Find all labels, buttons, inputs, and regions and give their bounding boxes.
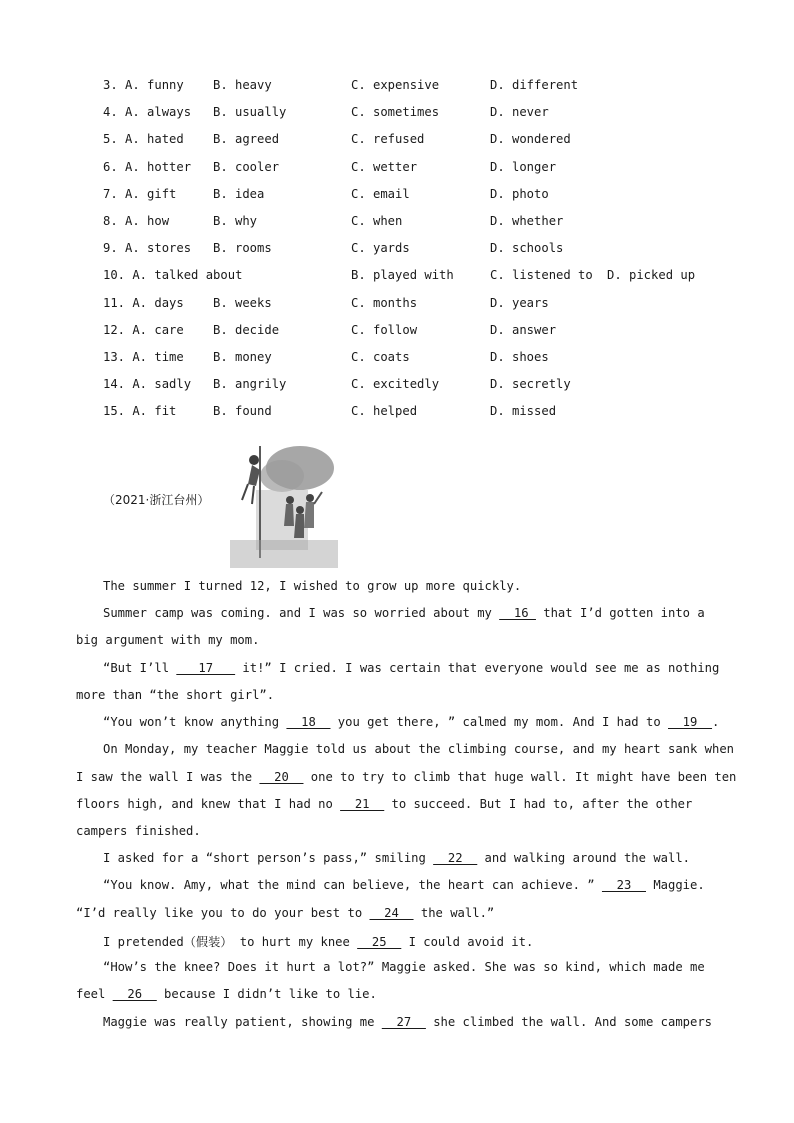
option-a: 7. A. gift: [103, 186, 177, 201]
option-a: 8. A. how: [103, 214, 170, 228]
passage-line-2: Summer camp was coming. and I was so worried about my __16_ that I’d gotten into a: [103, 606, 705, 620]
option-d: D. answer: [490, 322, 557, 337]
blank-24: __24__: [369, 906, 414, 920]
option-row: [0, 268, 794, 286]
passage-line-14: I pretended（假装） to hurt my knee __25__ I could avoid it.: [103, 935, 534, 949]
option-row: [0, 132, 794, 150]
option-c: C. yards: [351, 241, 410, 256]
option-c: C. wetter: [351, 159, 418, 174]
passage-line-6: “You won’t know anything __18__ you get there, ” calmed my mom. And I had to __19__.: [103, 715, 720, 729]
option-b: B. angrily: [213, 377, 287, 392]
option-c: B. played with: [351, 268, 454, 283]
blank-20: __20__: [259, 770, 304, 784]
passage-line-1: The summer I turned 12, I wished to grow up more quickly.: [103, 579, 522, 593]
option-d: D. whether: [490, 214, 564, 228]
blank-19: __19__: [668, 715, 713, 729]
passage-line-7: On Monday, my teacher Maggie told us about the climbing course, and my heart sank when: [103, 742, 735, 756]
option-a: 13. A. time: [103, 350, 184, 364]
option-d: D. wondered: [490, 132, 571, 147]
option-c: C. when: [351, 214, 403, 228]
passage-line-11: I asked for a “short person’s pass,” smiling __22__ and walking around the wall.: [103, 851, 691, 865]
option-b: B. cooler: [213, 159, 280, 174]
option-d: D. years: [490, 295, 549, 310]
option-a: 6. A. hotter: [103, 159, 192, 174]
passage-line-8: I saw the wall I was the __20__ one to try to climb that huge wall. It might have been ten: [76, 770, 737, 784]
option-d: D. missed: [490, 404, 557, 419]
option-a: 14. A. sadly: [103, 377, 192, 392]
option-d: D. shoes: [490, 350, 549, 364]
option-d: D. schools: [490, 241, 564, 256]
option-d: D. secretly: [490, 377, 571, 392]
option-c: C. months: [351, 295, 418, 310]
option-b: B. agreed: [213, 132, 280, 147]
option-row: [0, 187, 794, 205]
option-b: B. money: [213, 350, 272, 364]
passage-line-12: “You know. Amy, what the mind can believe, the heart can achieve. ” __23__ Maggie.: [103, 878, 705, 892]
option-d: D. different: [490, 78, 579, 92]
passage-line-5: more than “the short girl”.: [76, 688, 275, 702]
option-c: C. coats: [351, 350, 410, 364]
option-row: [0, 78, 794, 96]
option-row: [0, 105, 794, 123]
option-c: C. excitedly: [351, 377, 440, 392]
option-row: [0, 350, 794, 368]
blank-27: __27__: [381, 1015, 426, 1029]
option-c: C. sometimes: [351, 105, 440, 120]
blank-23: __23__: [601, 878, 646, 892]
option-c: C. email: [351, 186, 410, 201]
passage-line-16: feel __26__ because I didn’t like to lie.: [76, 987, 377, 1001]
option-a: 12. A. care: [103, 322, 184, 337]
blank-22: __22__: [433, 851, 478, 865]
passage-line-13: “I’d really like you to do your best to __24__ the wall.”: [76, 906, 495, 920]
passage-line-17: Maggie was really patient, showing me __27__ she climbed the wall. And some campers: [103, 1015, 713, 1029]
climbing-wall-illustration: [230, 440, 338, 568]
option-d: D. photo: [490, 186, 549, 201]
passage-line-10: campers finished.: [76, 824, 201, 838]
passage-source: （2021·浙江台州）: [103, 493, 210, 507]
passage-line-15: “How’s the knee? Does it hurt a lot?” Maggie asked. She was so kind, which made me: [103, 960, 705, 974]
option-b: B. heavy: [213, 78, 272, 92]
option-e: D. picked up: [607, 268, 696, 283]
option-row: [0, 160, 794, 178]
blank-25: __25__: [357, 935, 402, 949]
option-b: B. found: [213, 404, 272, 419]
option-a: 4. A. always: [103, 105, 192, 120]
option-a: 9. A. stores: [103, 241, 192, 256]
option-c: C. expensive: [351, 78, 440, 92]
option-c: C. helped: [351, 404, 418, 419]
option-d: D. never: [490, 105, 549, 120]
option-c: C. follow: [351, 322, 418, 337]
option-row: [0, 214, 794, 232]
option-row: [0, 296, 794, 314]
passage-line-3: big argument with my mom.: [76, 633, 260, 647]
option-c: C. refused: [351, 132, 425, 147]
option-d: C. listened to: [490, 268, 593, 283]
option-b: B. decide: [213, 322, 280, 337]
option-b: B. weeks: [213, 295, 272, 310]
blank-17: ___17___: [176, 661, 236, 675]
passage-line-9: floors high, and knew that I had no __21__ to succeed. But I had to, after the other: [76, 797, 693, 811]
blank-16: __16_: [499, 606, 536, 620]
blank-21: __21__: [340, 797, 385, 811]
option-d: D. longer: [490, 159, 557, 174]
option-row: [0, 377, 794, 395]
option-a: 11. A. days: [103, 295, 184, 310]
blank-26: __26__: [112, 987, 157, 1001]
option-b: B. why: [213, 214, 258, 228]
option-a: 5. A. hated: [103, 132, 184, 147]
option-row: [0, 404, 794, 422]
option-row: [0, 323, 794, 341]
option-a: 3. A. funny: [103, 78, 184, 92]
option-b: B. rooms: [213, 241, 272, 256]
option-a: 15. A. fit: [103, 404, 177, 419]
option-row: [0, 241, 794, 259]
option-b: B. usually: [213, 105, 287, 120]
blank-18: __18__: [286, 715, 331, 729]
option-b: B. idea: [213, 186, 265, 201]
passage-line-4: “But I’ll ___17___ it!” I cried. I was certain that everyone would see me as nothing: [103, 661, 720, 675]
option-a: 10. A. talked about: [103, 268, 243, 283]
